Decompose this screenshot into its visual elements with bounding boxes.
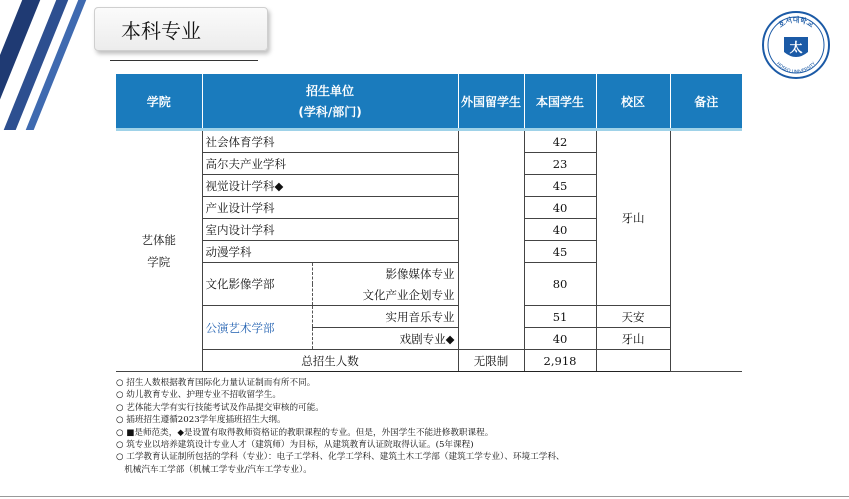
note-item: ○ 工学教育认证制所包括的学科（专业）：电子工学科、化学工学科、建筑土木工学部（建筑工学专业）、环境工学科、	[116, 452, 565, 463]
note-item: ○ 插班招生遵循2023学年度插班招生大纲。	[116, 415, 286, 426]
page-title-text: 本科专业	[121, 18, 201, 43]
college-name-line1: 艺体能	[141, 233, 176, 247]
unit-cell: 高尔夫产业学科	[202, 153, 458, 175]
count-cell: 42	[524, 130, 596, 153]
count-cell: 40	[524, 219, 596, 241]
admission-table	[116, 74, 742, 372]
perf-count-1: 51	[524, 306, 596, 328]
unit-cell: 产业设计学科	[202, 197, 458, 219]
header-unit-line1: 招生单位	[306, 84, 355, 98]
logo-arc-text: 호서대학교	[777, 16, 815, 30]
university-logo-icon	[761, 10, 831, 80]
perf-major-1: 实用音乐专业	[312, 306, 458, 328]
header-domestic: 本国学生	[524, 74, 596, 130]
header-intl: 外国留学生	[458, 74, 524, 130]
unit-cell: 动漫学科	[202, 241, 458, 263]
logo-sub-text: HOSEO UNIVERSITY	[775, 61, 818, 76]
footer-divider	[0, 496, 849, 497]
table-row	[116, 130, 742, 153]
campus-main-cell: 牙山	[596, 130, 670, 306]
notes-section	[116, 377, 756, 476]
header-unit-line2: (学科/部门)	[298, 105, 362, 119]
perf-major-2: 戏剧专业◆	[312, 328, 458, 350]
table-header-row	[116, 74, 742, 130]
title-underline	[110, 60, 258, 61]
total-domestic: 2,918	[524, 350, 596, 372]
film-major-1: 影像媒体专业	[312, 263, 458, 285]
unit-cell: 社会体育学科	[202, 130, 458, 153]
header-unit	[202, 74, 458, 130]
header-college: 学院	[116, 74, 202, 130]
college-cell	[116, 130, 202, 372]
total-campus-empty	[596, 350, 670, 372]
count-cell: 45	[524, 175, 596, 197]
header-campus: 校区	[596, 74, 670, 130]
table-row	[116, 306, 742, 328]
perf-dept-name: 公演艺术学部	[202, 306, 312, 350]
intl-empty-cell	[458, 130, 524, 350]
count-cell: 40	[524, 197, 596, 219]
film-major-2: 文化产业企划专业	[312, 284, 458, 306]
note-item: ○ ■是师范类，◆是设置有取得教师资格证的教职课程的专业。但是，外国学生不能进修教职课程。	[116, 427, 494, 438]
note-item: 机械汽车工学部（机械工学专业/汽车工学专业）。	[116, 464, 312, 475]
note-empty-cell	[670, 130, 742, 372]
header-note: 备注	[670, 74, 742, 130]
page-title	[94, 7, 268, 51]
total-row	[116, 350, 742, 372]
college-name-line2: 学院	[147, 255, 171, 269]
film-dept-name: 文化影像学部	[202, 263, 312, 306]
count-cell: 45	[524, 241, 596, 263]
unit-cell: 室内设计学科	[202, 219, 458, 241]
perf-count-2: 40	[524, 328, 596, 350]
total-intl: 无限制	[458, 350, 524, 372]
count-cell: 23	[524, 153, 596, 175]
logo-emblem-text: 太	[789, 41, 803, 56]
unit-cell: 视觉设计学科◆	[202, 175, 458, 197]
note-item: ○ 艺体能大学有实行技能考试及作品提交审核的可能。	[116, 402, 324, 413]
film-count: 80	[524, 263, 596, 306]
perf-campus-2: 牙山	[596, 328, 670, 350]
total-label: 总招生人数	[202, 350, 458, 372]
perf-campus-1: 天安	[596, 306, 670, 328]
note-item: ○ 幼儿教育专业、护理专业不招收留学生。	[116, 390, 281, 401]
note-item: ○ 招生人数根据教育国际化力量认证制而有所不同。	[116, 378, 316, 388]
note-item: ○ 筑专业以培养建筑设计专业人才（建筑师）为目标，从建筑教育认证院取得认证。(5年课程)	[116, 440, 474, 451]
